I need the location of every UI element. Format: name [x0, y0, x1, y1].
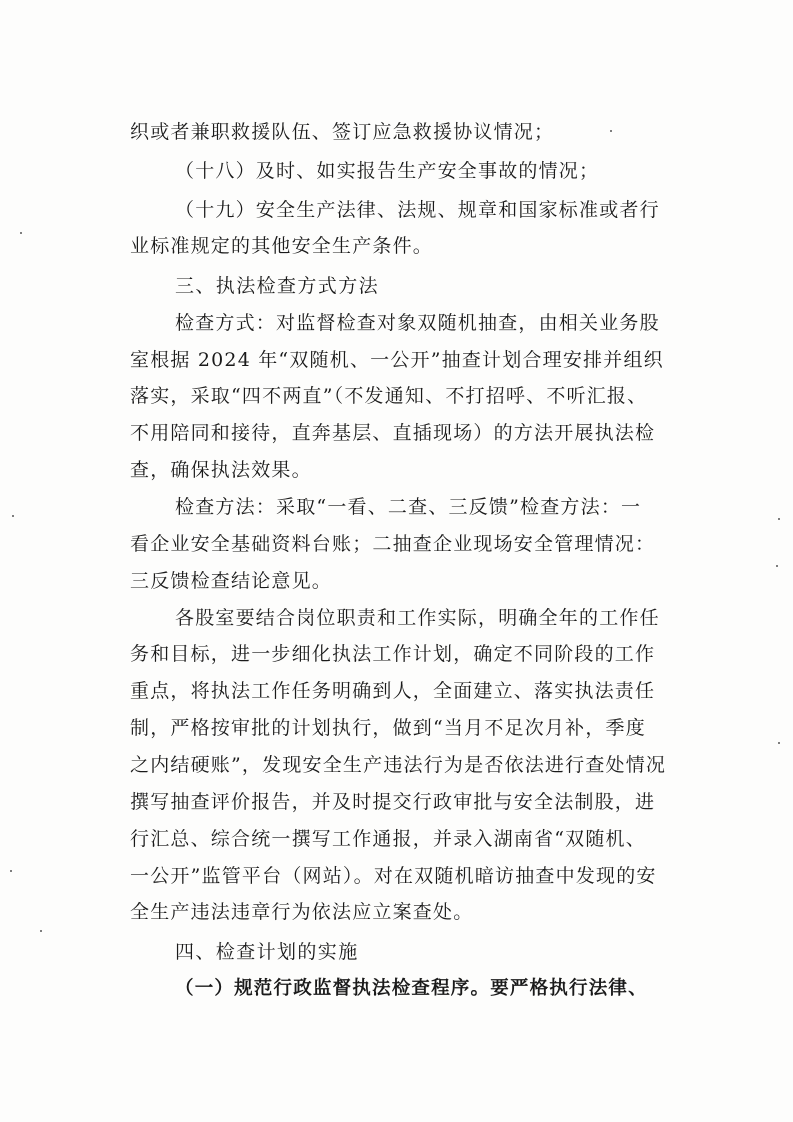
scan-speck [610, 130, 612, 132]
text-line: 不用陪同和接待，直奔基层、直插现场）的方法开展执法检 [130, 422, 656, 444]
text-line: （十八）及时、如实报告生产安全事故的情况； [175, 160, 600, 182]
text-line: 织或者兼职救援队伍、签订应急救援协议情况； [130, 121, 555, 143]
text-line: 撰写抽查评价报告，并及时提交行政审批与安全法制股，进 [130, 791, 656, 813]
text-line: 业标准规定的其他安全生产条件。 [130, 235, 434, 257]
text-line: 查，确保执法效果。 [130, 459, 312, 481]
text-line: 一公开”监管平台（网站）。对在双随机暗访抽查中发现的安 [130, 865, 657, 887]
text-line: 检查方式：对监督检查对象双随机抽查，由相关业务股 [175, 312, 660, 334]
text-line: 检查方法：采取“一看、二查、三反馈”检查方法：一 [175, 496, 642, 518]
text-line: 落实，采取“四不两直”（不发通知、不打招呼、不听汇报、 [130, 385, 648, 407]
text-line: 重点，将执法工作任务明确到人，全面建立、落实执法责任 [130, 680, 656, 702]
text-line: 三反馈检查结论意见。 [130, 570, 333, 592]
text-line: （十九）安全生产法律、法规、规章和国家标准或者行 [175, 199, 660, 221]
text-line: 制，严格按审批的计划执行，做到“当月不足次月补，季度 [130, 717, 646, 739]
scan-speck [778, 518, 780, 520]
scan-speck [20, 232, 22, 234]
section-heading-4: 四、检查计划的实施 [175, 941, 359, 963]
text-line: 室根据 2024 年“双随机、一公开”抽查计划合理安排并组织 [130, 349, 664, 371]
scan-speck [778, 742, 780, 744]
scan-speck [776, 565, 778, 567]
text-line: 务和目标，进一步细化执法工作计划，确定不同阶段的工作 [130, 643, 656, 665]
text-line: 之内结硬账”，发现安全生产违法行为是否依法进行查处情况 [130, 754, 667, 776]
text-line: 全生产违法违章行为依法应立案查处。 [130, 901, 474, 923]
text-line: 看企业安全基础资料台账；二抽查企业现场安全管理情况： [130, 533, 656, 555]
scan-speck [40, 930, 42, 932]
scan-speck [10, 870, 12, 872]
text-line: 行汇总、综合统一撰写工作通报，并录入湖南省“双随机、 [130, 828, 646, 850]
text-line: 各股室要结合岗位职责和工作实际，明确全年的工作任 [175, 607, 660, 629]
section-heading-3: 三、执法检查方式方法 [175, 275, 380, 297]
scan-speck [12, 515, 14, 517]
subsection-heading: （一）规范行政监督执法检查程序。要严格执行法律、 [175, 978, 648, 999]
